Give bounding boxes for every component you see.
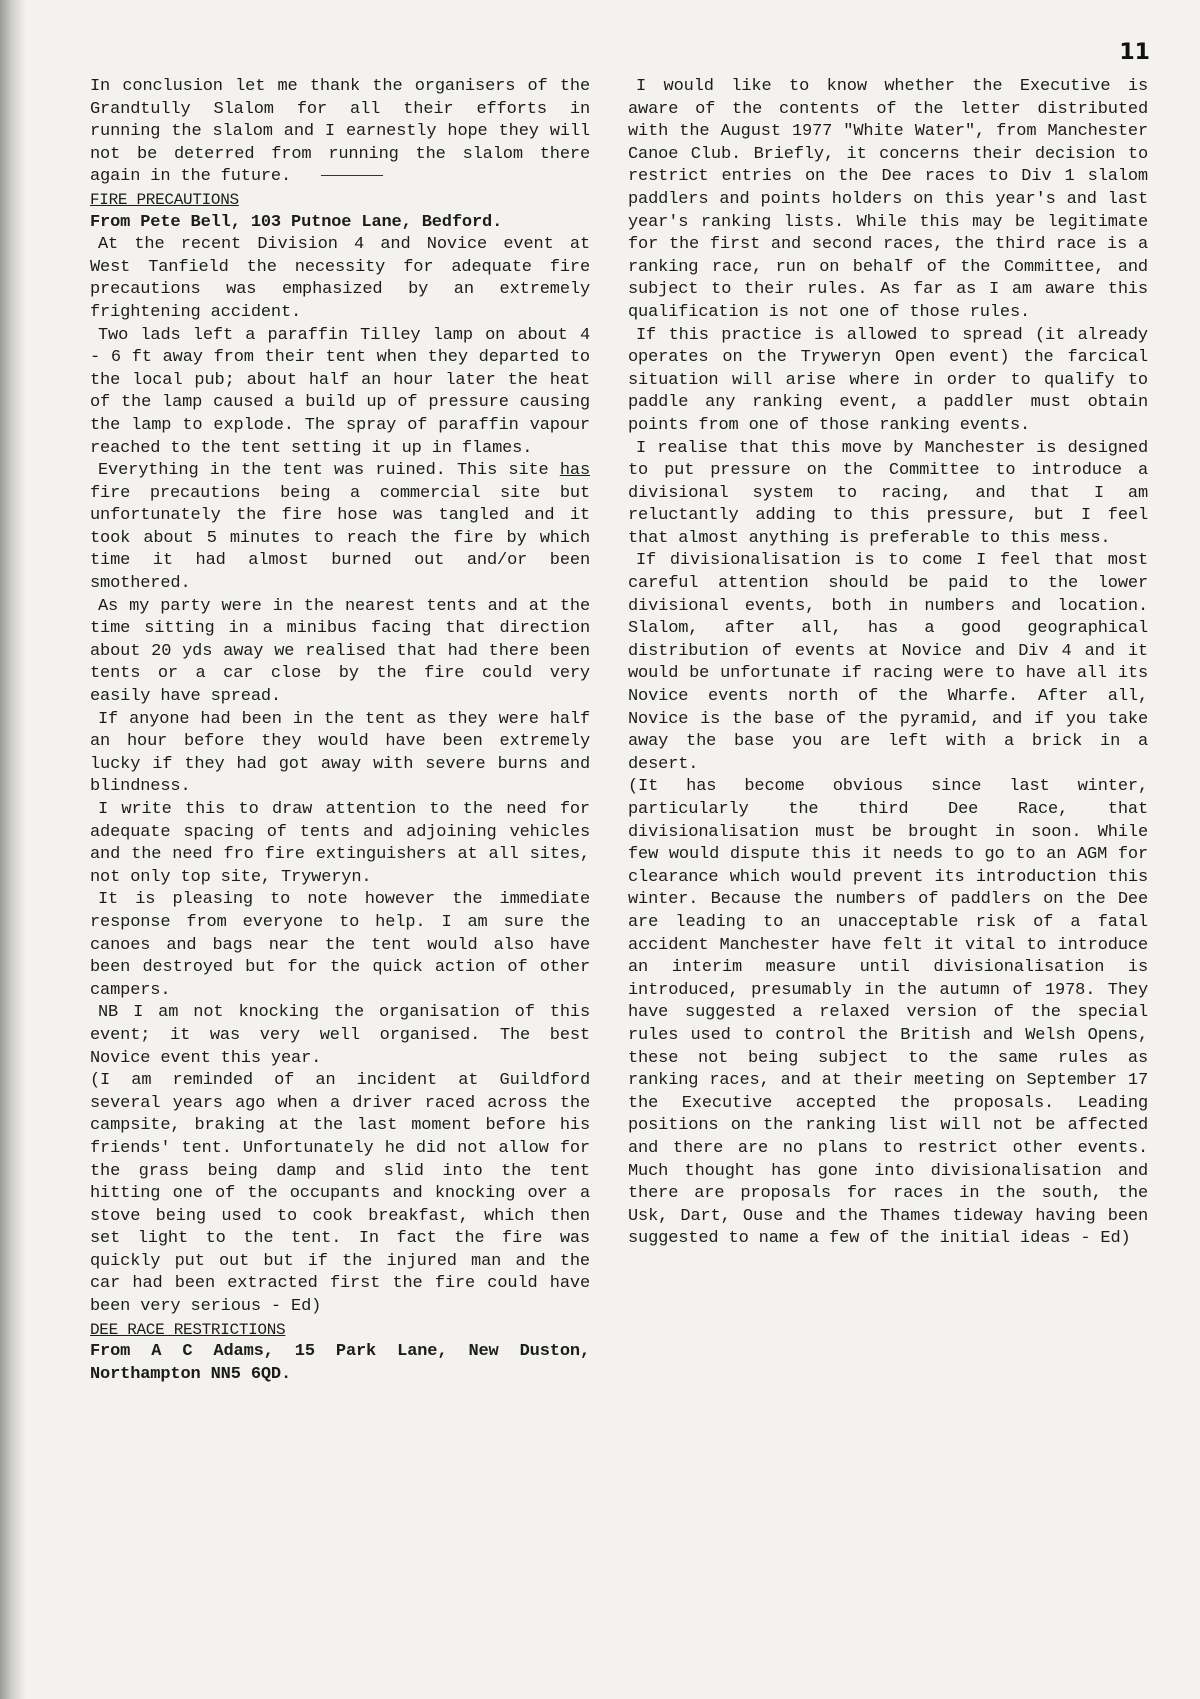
fire-editor-note: (I am reminded of an incident at Guildford several years ago when a driver raced across the campsite, braking at the last moment before his friends' tent. Unfortunately he did not allow for the grass being damp and slid into the tent hitting one of the occupants and knocking over a stove being used to cook breakfast, which then set light to the tent. In fact the fire was quickly put out but if the injured man and the car had been extracted first the fire could have been very serious - Ed) [90, 1071, 590, 1317]
dee-paragraph-1: I would like to know whether the Executive is aware of the contents of the letter distributed with the August 1977 "White Water", from Manchester Canoe Club. Briefly, it concerns their decision to restrict entries on the Dee races to Div 1 slalom paddlers and points holders on this year's and last year's ranking lists. While this may be legitimate for the first and second races, the third race is a ranking race, run on behalf of the Committee, and subject to their rules. As far as I am aware this qualification is not one of those rules. [628, 77, 1148, 322]
fire-precautions-heading: FIRE PRECAUTIONS [90, 190, 239, 209]
conclusion-paragraph [90, 76, 590, 189]
fire-paragraph-8: NB I am not knocking the organisation of this event; it was very well organised. The best Novice event this year. [90, 1003, 590, 1068]
end-rule [321, 175, 383, 176]
dee-race-from: From A C Adams, 15 Park Lane, New Duston, Northampton NN5 6QD. [90, 1342, 590, 1384]
dee-paragraph-4: If divisionalisation is to come I feel that most careful attention should be paid to the lower divisional events, both in numbers and location. Slalom, after all, has a good geographical distribution of events at Novice and Div 4 and it would be unfortunate if racing were to have all its Novice events north of the Wharfe. After all, Novice is the base of the pyramid, and if you take away the base you are left with a brick in a desert. [628, 551, 1148, 774]
dee-paragraph-2: If this practice is allowed to spread (it already operates on the Tryweryn Open event) the farcical situation will arise where in order to qualify to paddle any ranking event, a paddler must obtain points from one of those ranking events. [628, 325, 1148, 435]
fire-precautions-from: From Pete Bell, 103 Putnoe Lane, Bedford. [90, 212, 503, 232]
fire-paragraph-5: If anyone had been in the tent as they were half an hour before they would have been extremely lucky if they had got away with severe burns and blindness. [90, 709, 590, 797]
right-column [628, 76, 1148, 1251]
dee-editor-note: (It has become obvious since last winter, particularly the third Dee Race, that divisionalisation must be brought in soon. While few would dispute this it needs to go to an AGM for clearance which would prevent its introduction this winter. Because the numbers of paddlers on the Dee are leading to an unacceptable risk of a fatal accident Manchester have felt it vital to introduce an interim measure until divisionalisation is introduced, presumably in the autumn of 1978. They have suggested a relaxed version of the special rules used to control the British and Welsh Opens, these not being subject to the same rules as ranking races, and at their meeting on September 17 the Executive accepted the proposals. Leading positions on the ranking list will not be affected and there are no plans to restrict other events. Much thought has gone into divisionalisation and there are proposals for races in the south, the Usk, Dart, Ouse and the Thames tideway having been suggested to name a few of the initial ideas - Ed) [628, 777, 1148, 1249]
fire-paragraph-3 [90, 460, 590, 596]
left-column [90, 76, 590, 1386]
fire-paragraph-6: I write this to draw attention to the need for adequate spacing of tents and adjoining vehicles and the need fro fire extinguishers at all sites, not only top site, Tryweryn. [90, 800, 590, 887]
dee-paragraph-3: I realise that this move by Manchester is designed to put pressure on the Committee to introduce a divisional system to racing, and that I am reluctantly adding to this pressure, but I feel that almost anything is preferable to this mess. [628, 438, 1148, 548]
fire-paragraph-7: It is pleasing to note however the immediate response from everyone to help. I am sure the canoes and bags near the tent would also have been destroyed but for the quick action of other campers. [90, 890, 590, 1000]
fire-paragraph-3-emphasis: has [559, 461, 590, 481]
page-spine-shadow [0, 0, 26, 1699]
fire-paragraph-4: As my party were in the nearest tents and at the time sitting in a minibus facing that direction about 20 yds away we realised that had there been tents or a car close by the fire could very easily have spread. [90, 596, 590, 707]
fire-paragraph-3-start: Everything in the tent was ruined. This site [98, 461, 560, 481]
fire-paragraph-3-end: fire precautions being a commercial site but unfortunately the fire hose was tangled and it took about 5 minutes to reach the fire by which time it had almost burned out and/or been smothered. [90, 483, 590, 594]
page-number: 11 [1119, 40, 1150, 65]
fire-paragraph-1: At the recent Division 4 and Novice event at West Tanfield the necessity for adequate fire precautions was emphasized by an extremely frightening accident. [90, 235, 590, 322]
conclusion-text: In conclusion let me thank the organisers of the Grandtully Slalom for all their efforts in running the slalom and I earnestly hope they will not be deterred from running the slalom there again in the future. [90, 77, 590, 187]
dee-race-heading: DEE RACE RESTRICTIONS [90, 1320, 286, 1339]
fire-paragraph-2: Two lads left a paraffin Tilley lamp on about 4 - 6 ft away from their tent when they departed to the local pub; about half an hour later the heat of the lamp caused a build up of pressure causing the lamp to explode. The spray of paraffin vapour reached to the tent setting it up in flames. [90, 325, 590, 458]
